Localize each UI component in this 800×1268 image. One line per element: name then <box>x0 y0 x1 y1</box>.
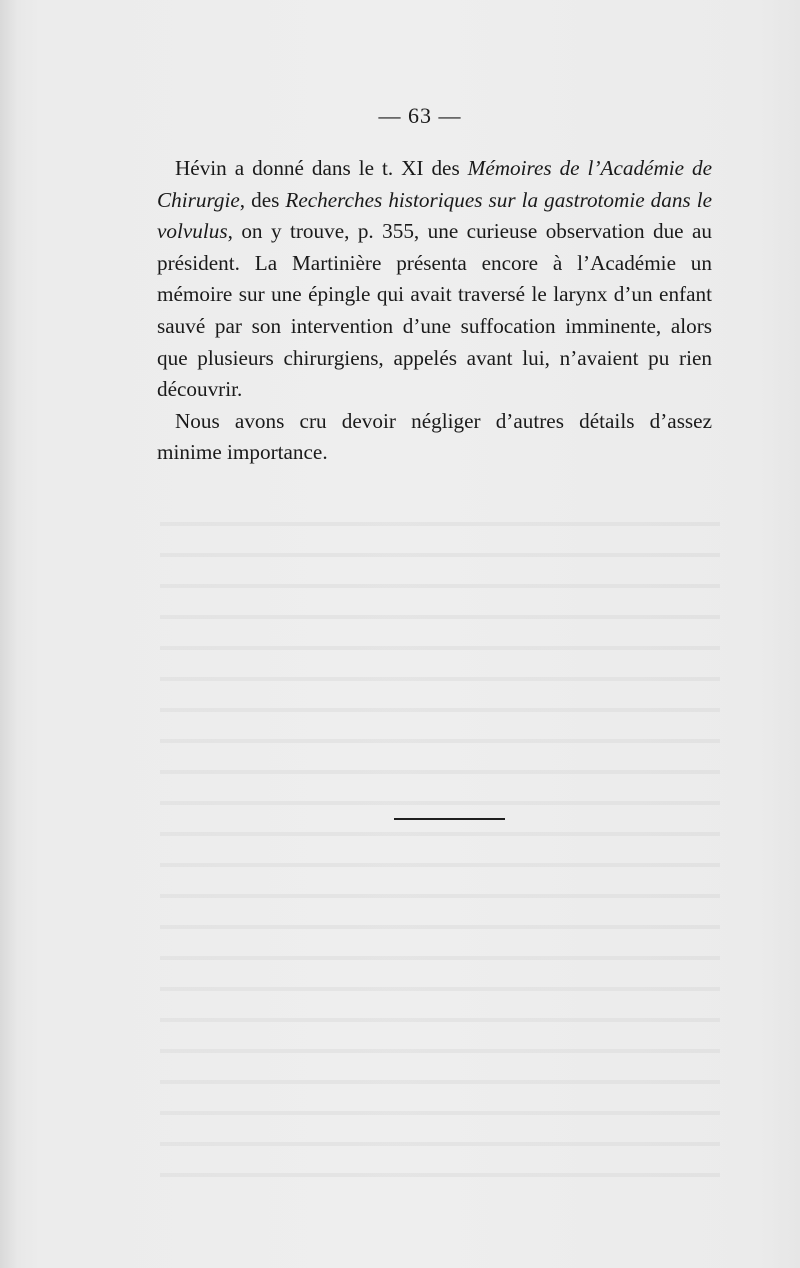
body-text <box>157 153 712 469</box>
paragraph-1-segment-2: Mémoires de l’Académie de Chirurgie <box>157 156 713 212</box>
paragraph-1-segment-4: Recherches historiques sur la gastrotomie dans le volvulus <box>157 187 712 244</box>
paragraph-1-segment-3: , des <box>239 187 286 212</box>
bleed-through-texture <box>160 500 720 1180</box>
paragraph-2-segment-1: Nous avons cru devoir négliger d’autres détails d’assez minime importance. <box>157 408 712 465</box>
paragraph-2 <box>157 406 712 469</box>
paragraph-1-segment-1: Hévin a donné dans le t. XI des <box>175 156 468 180</box>
paragraph-1-segment-5: , on y trouve, p. 355, une curieuse observation due au président. La Martinière présenta encore à l’Académie un mémoire sur une épingle qui avait traversé le larynx d’un enfant sauvé par son intervention d’une suffocation imminente, alors que plusieurs chirurgiens, appelés avant lui, n’avaient pu rien découvrir. <box>157 219 712 402</box>
paragraph-1 <box>157 153 712 406</box>
page-number: — 63 — <box>378 103 462 128</box>
section-divider-rule <box>394 818 505 820</box>
